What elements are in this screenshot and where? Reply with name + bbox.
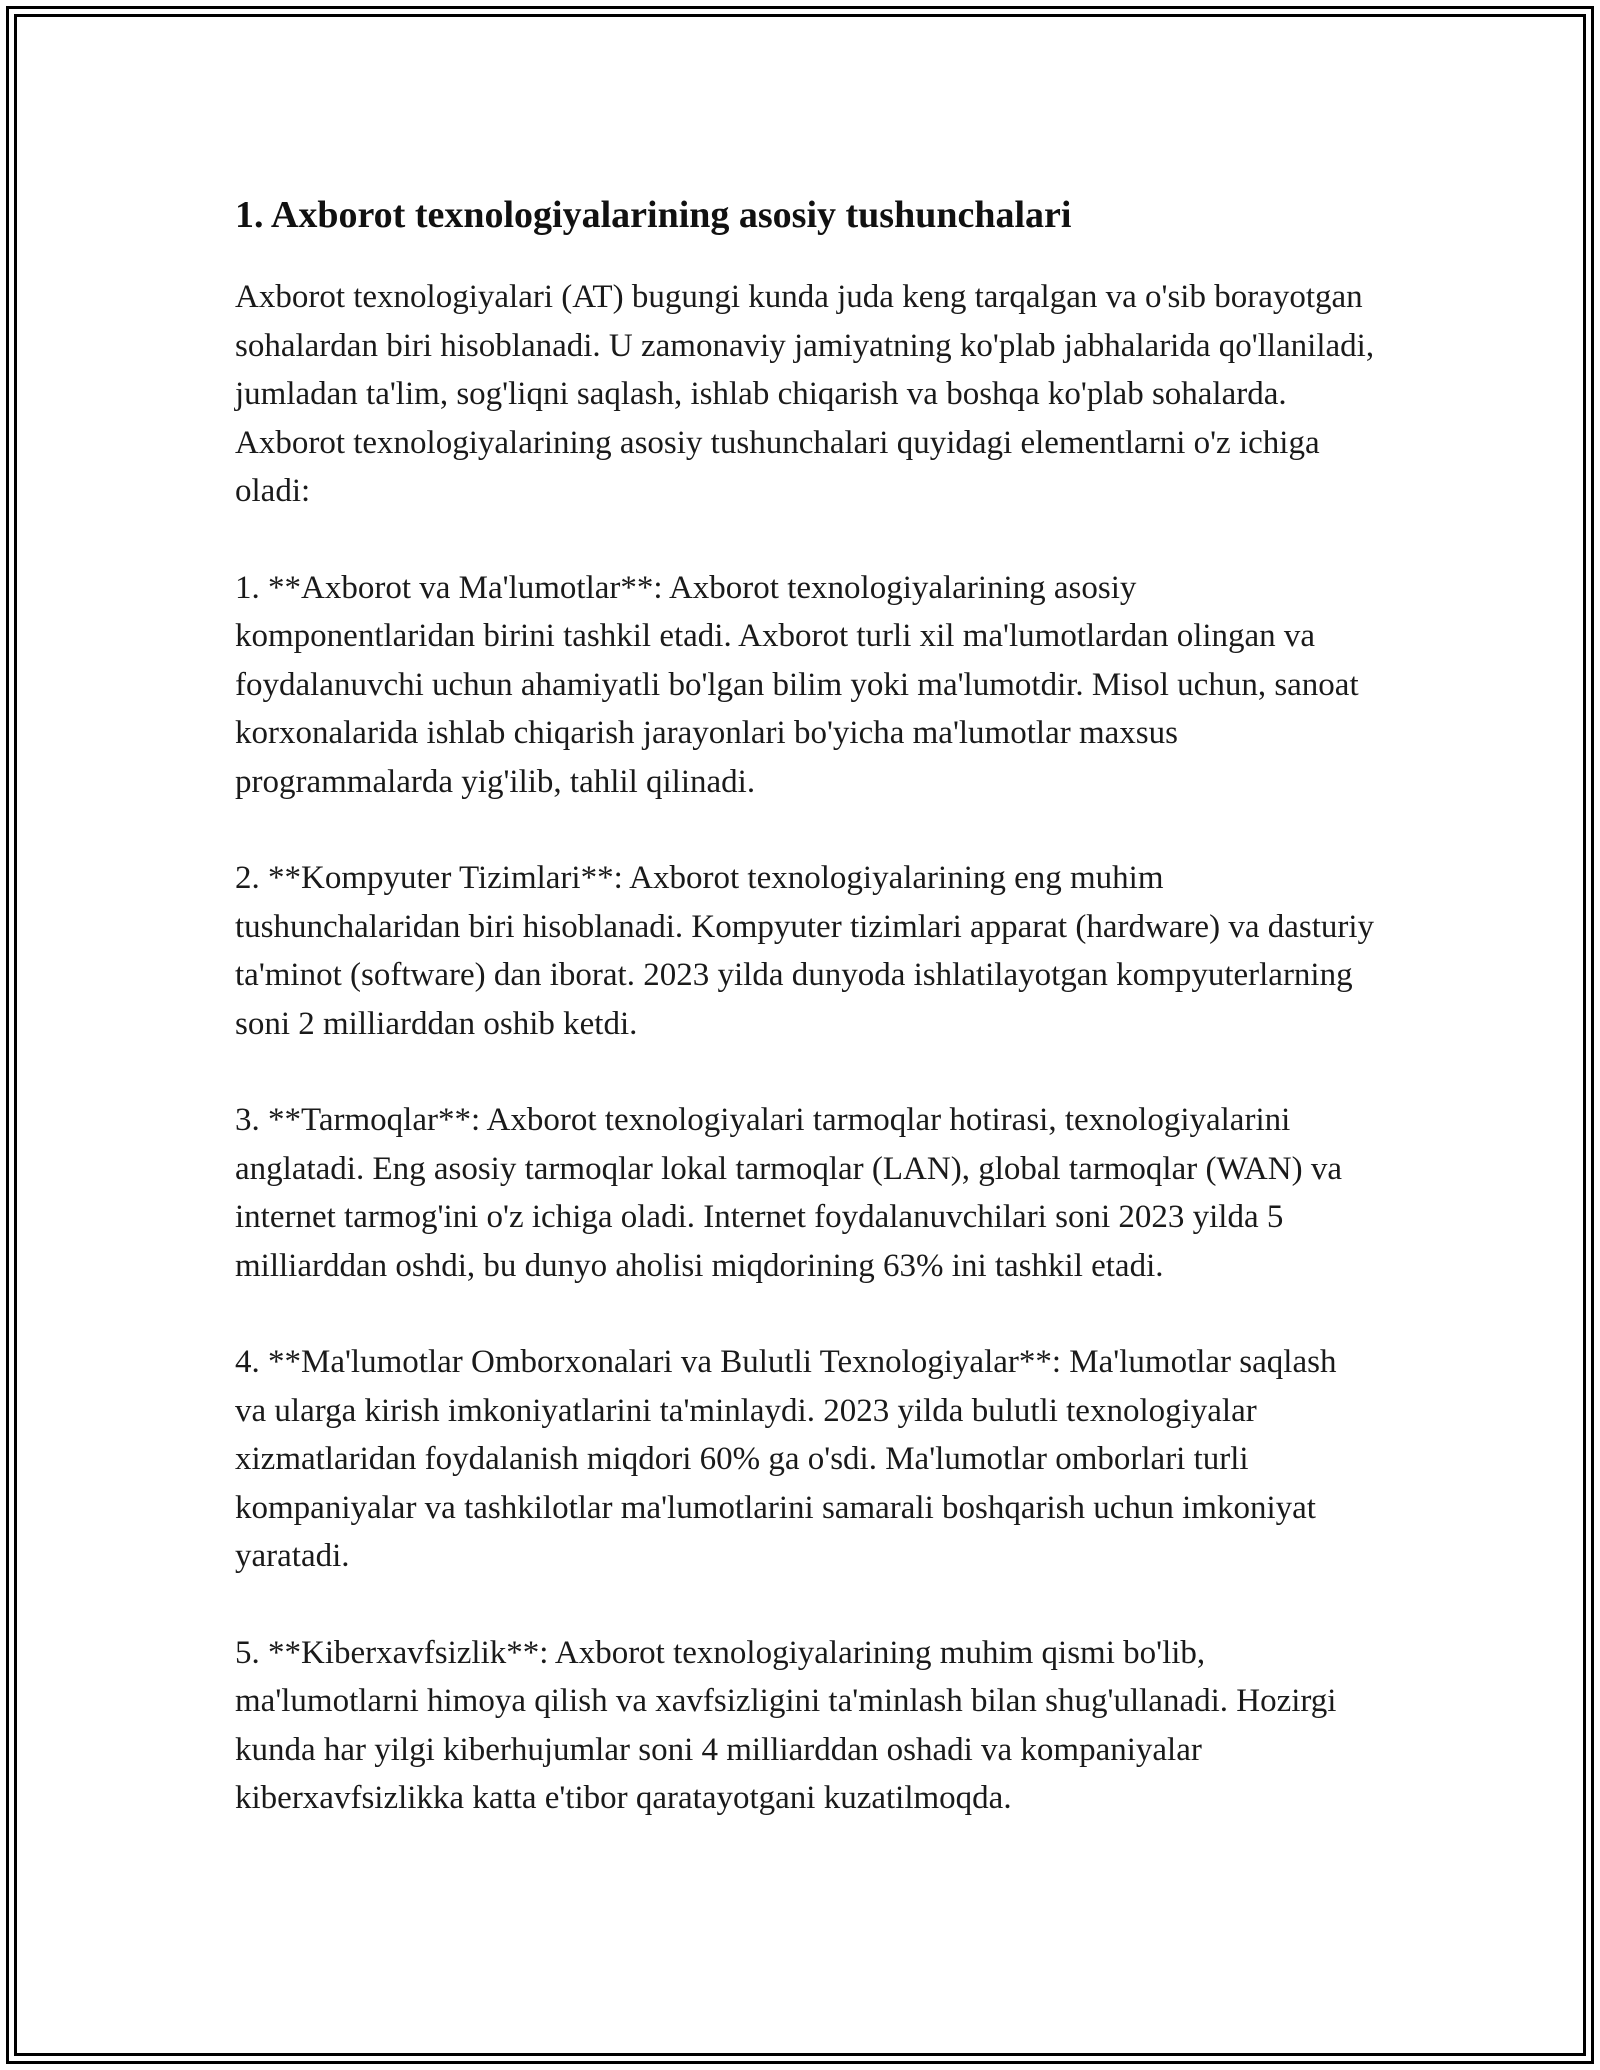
list-item-information-data: 1. **Axborot va Ma'lumotlar**: Axborot texnologiyalarining asosiy komponentlaridan birini tashkil etadi. Axborot turli xil ma'lumotlardan olingan va foydalanuvchi uchun ahamiyatli bo'lgan bilim yoki ma'lumotdir. Misol uchun, sanoat korxonalarida ishlab chiqarish jarayonlari bo'yicha ma'lumotlar maxsus programmalarda yig'ilib, tahlil qilinadi.	[235, 569, 1359, 800]
document-body	[235, 183, 1375, 1871]
list-item-cybersecurity: 5. **Kiberxavfsizlik**: Axborot texnologiyalarining muhim qismi bo'lib, ma'lumotlarni himoya qilish va xavfsizligini ta'minlash bilan shug'ullanadi. Hozirgi kunda har yilgi kiberhujumlar soni 4 milliarddan oshadi va kompaniyalar kiberxavfsizlikka katta e'tibor qaratayotgani kuzatilmoqda.	[235, 1634, 1337, 1816]
document-title: 1. Axborot texnologiyalarining asosiy tushunchalari	[235, 194, 1072, 236]
list-item-networks: 3. **Tarmoqlar**: Axborot texnologiyalari tarmoqlar hotirasi, texnologiyalarini anglatadi. Eng asosiy tarmoqlar lokal tarmoqlar (LAN), global tarmoqlar (WAN) va internet tarmog'ini o'z ichiga oladi. Internet foydalanuvchilari soni 2023 yilda 5 milliarddan oshdi, bu dunyo aholisi miqdorining 63% ini tashkil etadi.	[235, 1102, 1342, 1284]
list-item-computer-systems: 2. **Kompyuter Tizimlari**: Axborot texnologiyalarining eng muhim tushunchalaridan biri hisoblanadi. Kompyuter tizimlari apparat (hardware) va dasturiy ta'minot (software) dan iborat. 2023 yilda dunyoda ishlatilayotgan kompyuterlarning soni 2 milliarddan oshib ketdi.	[235, 860, 1375, 1042]
intro-paragraph: Axborot texnologiyalari (AT) bugungi kunda juda keng tarqalgan va o'sib borayotgan sohalardan biri hisoblanadi. U zamonaviy jamiyatning ko'plab jabhalarida qo'llaniladi, jumladan ta'lim, sog'liqni saqlash, ishlab chiqarish va boshqa ko'plab sohalarda. Axborot texnologiyalarining asosiy tushunchalari quyidagi elementlarni o'z ichiga oladi:	[235, 279, 1375, 509]
list-item-data-storage-cloud: 4. **Ma'lumotlar Omborxonalari va Bulutli Texnologiyalar**: Ma'lumotlar saqlash va ularga kirish imkoniyatlarini ta'minlaydi. 2023 yilda bulutli texnologiyalar xizmatlaridan foydalanish miqdori 60% ga o'sdi. Ma'lumotlar omborlari turli kompaniyalar va tashkilotlar ma'lumotlarini samarali boshqarish uchun imkoniyat yaratadi.	[235, 1344, 1337, 1574]
